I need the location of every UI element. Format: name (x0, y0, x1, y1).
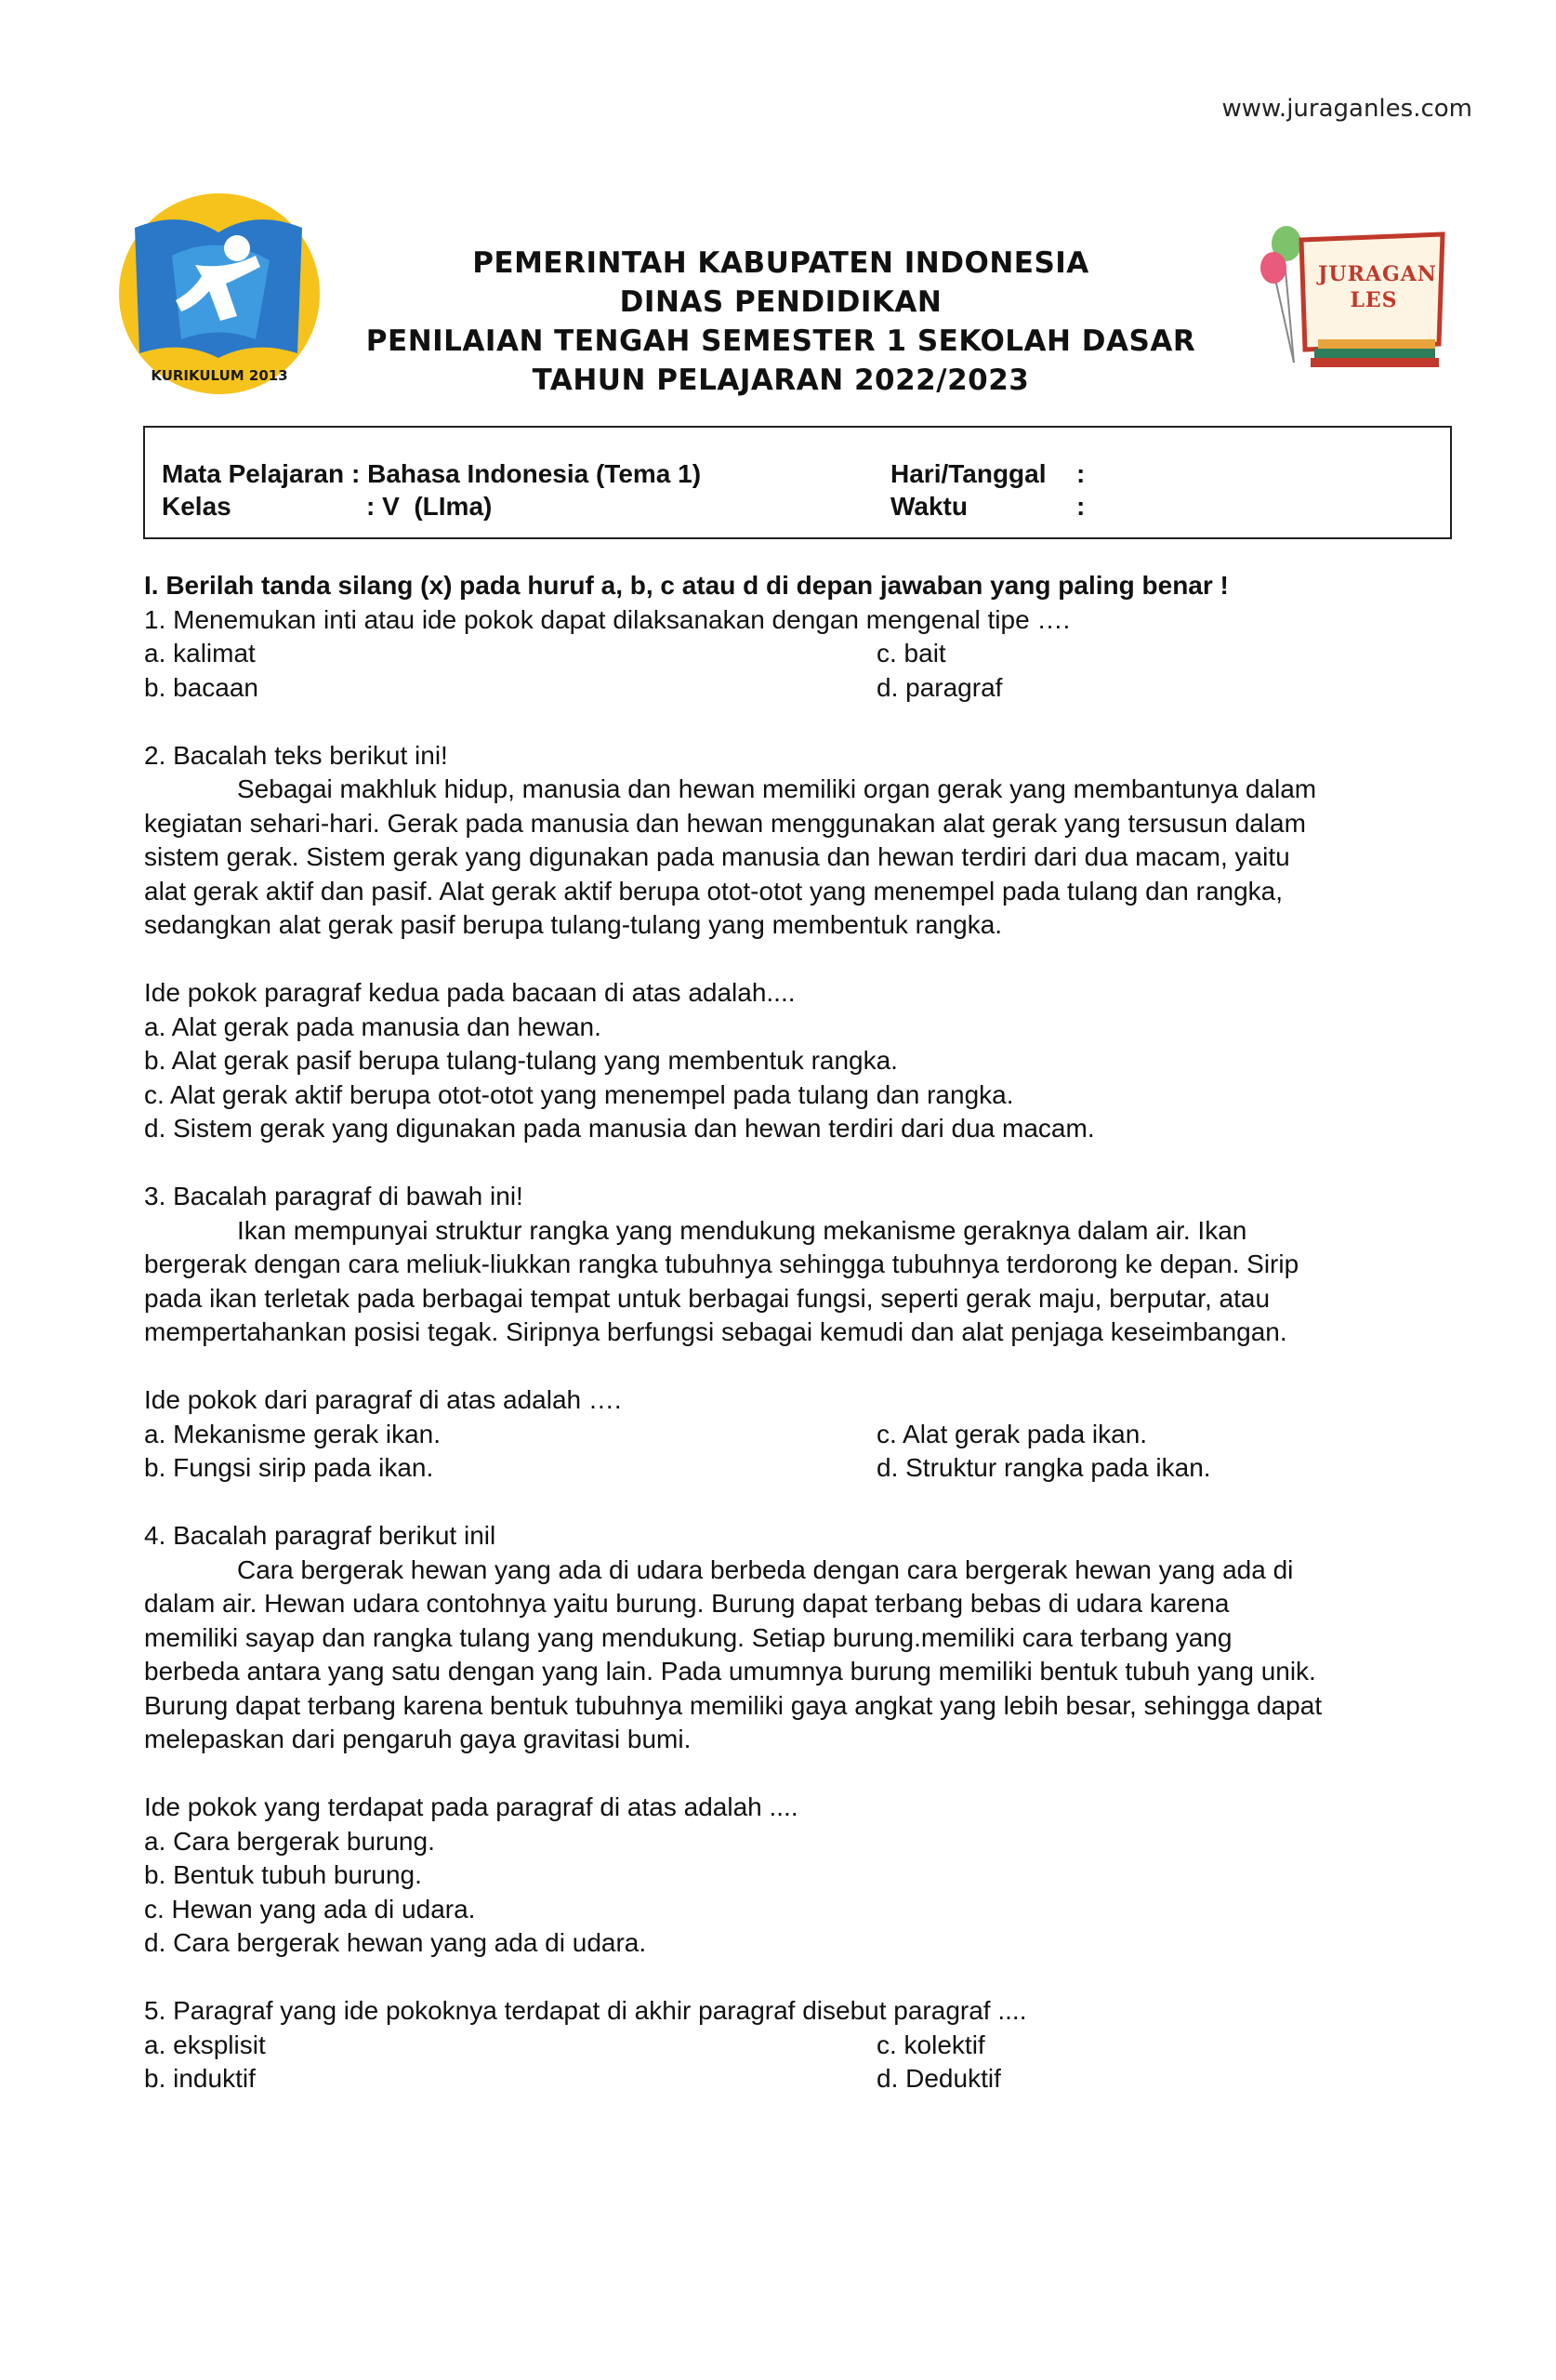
q1-option-b: b. bacaan (144, 672, 258, 702)
q3-options-row-2 (144, 1451, 1455, 1486)
juragan-text: JURAGAN (1318, 262, 1437, 286)
q2-passage-line-2: kegiatan sehari-hari. Gerak pada manusia dan hewan menggunakan alat gerak yang tersusun dalam (144, 808, 1306, 838)
q2-passage-line-1: Sebagai makhluk hidup, manusia dan hewan memiliki organ gerak yang membantunya dalam (237, 774, 1317, 803)
q2-passage-line-4: alat gerak aktif dan pasif. Alat gerak aktif berupa otot-otot yang menempel pada tulang dan rangka, (144, 876, 1284, 906)
exam-info-box (143, 426, 1452, 539)
q4-intro: 4. Bacalah paragraf berikut inil (144, 1521, 496, 1550)
q1-question: 1. Menemukan inti atau ide pokok dapat dilaksanakan dengan mengenal tipe …. (144, 604, 1071, 634)
header-line-2: DINAS PENDIDIKAN (619, 285, 943, 319)
header-line-3: PENILAIAN TENGAH SEMESTER 1 SEKOLAH DASAR (365, 324, 1196, 358)
q1-option-c: c. bait (877, 639, 946, 668)
q3-intro: 3. Bacalah paragraf di bawah ini! (144, 1182, 523, 1210)
q4-passage-line-5: Burung dapat terbang karena bentuk tubuhnya memiliki gaya angkat yang lebih besar, sehingga dapat (144, 1690, 1323, 1720)
q2-option-a: a. Alat gerak pada manusia dan hewan. (144, 1012, 601, 1041)
exam-content (144, 569, 1455, 2096)
q3-passage-line-1: Ikan mempunyai struktur rangka yang mendukung mekanisme geraknya dalam air. Ikan (237, 1215, 1247, 1245)
q4-passage-line-6: melepaskan dari pengaruh gaya gravitasi bumi. (144, 1725, 692, 1753)
kurikulum-2013-logo (116, 191, 323, 397)
les-text: LES (1350, 288, 1398, 312)
website-url: www.juraganles.com (1221, 95, 1472, 123)
q5-options-row-2 (144, 2062, 1455, 2096)
q5-option-c: c. kolektif (877, 2030, 985, 2059)
q5-option-b: b. induktif (144, 2064, 256, 2093)
q1-options-row-1 (144, 637, 1455, 671)
q2-question: Ide pokok paragraf kedua pada bacaan di atas adalah.... (144, 978, 796, 1007)
q2-option-d: d. Sistem gerak yang digunakan pada manusia dan hewan terdiri dari dua macam. (144, 1114, 1095, 1143)
q2-passage-line-3: sistem gerak. Sistem gerak yang digunakan pada manusia dan hewan terdiri dari dua macam, yaitu (144, 842, 1290, 871)
q4-question: Ide pokok yang terdapat pada paragraf di atas adalah .... (144, 1792, 798, 1821)
kurikulum-text: KURIKULUM 2013 (151, 367, 288, 384)
q5-question: 5. Paragraf yang ide pokoknya terdapat di akhir paragraf disebut paragraf .... (144, 1996, 1027, 2025)
q4-option-d: d. Cara bergerak hewan yang ada di udara. (144, 1928, 647, 1957)
q3-passage-line-4: mempertahankan posisi tegak. Siripnya berfungsi sebagai kemudi dan alat penjaga keseimbangan. (144, 1317, 1287, 1346)
document-header (344, 244, 1218, 400)
q2-intro: 2. Bacalah teks berikut ini! (144, 740, 448, 770)
class-label: Kelas (162, 492, 231, 521)
q4-option-a: a. Cara bergerak burung. (144, 1826, 435, 1856)
day-value: : (1076, 459, 1086, 488)
q3-option-a: a. Mekanisme gerak ikan. (144, 1419, 442, 1448)
q5-option-d: d. Deduktif (877, 2064, 1001, 2093)
q2-option-b: b. Alat gerak pasif berupa tulang-tulang yang membentuk rangka. (144, 1046, 898, 1075)
q4-passage-line-2: dalam air. Hewan udara contohnya yaitu burung. Burung dapat terbang bebas di udara karena (144, 1589, 1230, 1618)
header-line-1: PEMERINTAH KABUPATEN INDONESIA (472, 246, 1089, 280)
q3-option-b: b. Fungsi sirip pada ikan. (144, 1453, 434, 1482)
day-label: Hari/Tanggal (890, 459, 1047, 488)
time-value: : (1076, 492, 1086, 521)
q1-options-row-2 (144, 671, 1455, 706)
time-label: Waktu (890, 492, 968, 521)
q4-passage-line-4: berbeda antara yang satu dengan yang lain. Pada umumnya burung memiliki bentuk tubuh yang unik. (144, 1657, 1316, 1686)
q4-passage-line-3: memiliki sayap dan rangka tulang yang mendukung. Setiap burung.memiliki cara terbang yang (144, 1622, 1233, 1652)
subject-value: : Bahasa Indonesia (Tema 1) (351, 459, 702, 488)
instruction: I. Berilah tanda silang (x) pada huruf a, b, c atau d di depan jawaban yang paling benar ! (144, 571, 1229, 600)
q3-question: Ide pokok dari paragraf di atas adalah …. (144, 1385, 622, 1414)
q4-passage-line-1: Cara bergerak hewan yang ada di udara berbeda dengan cara bergerak hewan yang ada di (237, 1554, 1294, 1584)
q2-passage-line-5: sedangkan alat gerak pasif berupa tulang-tulang yang membentuk rangka. (144, 910, 1003, 939)
q4-option-b: b. Bentuk tubuh burung. (144, 1860, 422, 1889)
q4-option-c: c. Hewan yang ada di udara. (144, 1894, 476, 1924)
q5-option-a: a. eksplisit (144, 2030, 266, 2059)
q1-option-a: a. kalimat (144, 639, 256, 668)
subject-label: Mata Pelajaran (162, 459, 345, 488)
q3-passage-line-3: pada ikan terletak pada berbagai tempat untuk berbagai fungsi, seperti gerak maju, berputar, atau (144, 1283, 1271, 1313)
q3-option-c: c. Alat gerak pada ikan. (877, 1419, 1148, 1448)
class-value: : V (LIma) (366, 492, 493, 521)
q1-option-d: d. paragraf (877, 672, 1003, 702)
q5-options-row-1 (144, 2029, 1455, 2063)
header-line-4: TAHUN PELAJARAN 2022/2023 (532, 364, 1030, 397)
q2-option-c: c. Alat gerak aktif berupa otot-otot yang menempel pada tulang dan rangka. (144, 1079, 1014, 1109)
q3-passage-line-2: bergerak dengan cara meliuk-liukkan rangka tubuhnya sehingga tubuhnya terdorong ke depan. Sirip (144, 1250, 1299, 1278)
q3-option-d: d. Struktur rangka pada ikan. (877, 1453, 1211, 1482)
q3-options-row-1 (144, 1418, 1455, 1452)
